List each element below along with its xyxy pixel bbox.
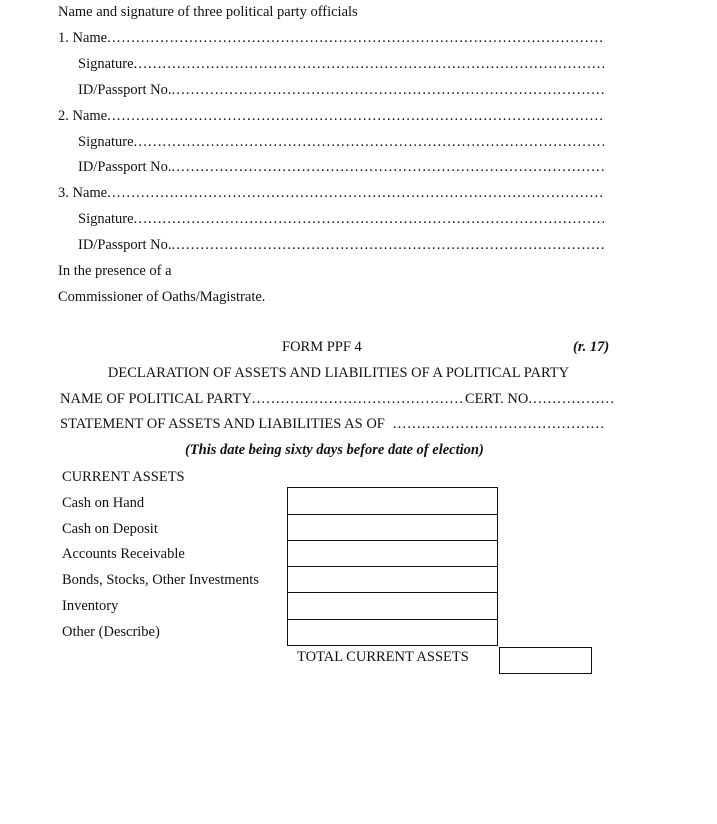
current-assets-heading: CURRENT ASSETS <box>62 469 185 485</box>
statement-label: STATEMENT OF ASSETS AND LIABILITIES AS OF <box>60 416 385 432</box>
asset-label-investments: Bonds, Stocks, Other Investments <box>62 572 259 588</box>
form-code: FORM PPF 4 <box>282 339 362 355</box>
total-current-assets-label: TOTAL CURRENT ASSETS <box>297 649 469 665</box>
asset-box-investments[interactable] <box>287 566 498 593</box>
official-3-id-label: ID/Passport No. <box>78 237 172 253</box>
official-3-id-field[interactable] <box>78 236 604 254</box>
asset-box-accounts-receivable[interactable] <box>287 540 498 567</box>
official-1-name-field[interactable] <box>58 29 604 47</box>
asset-label-cash-on-hand: Cash on Hand <box>62 495 145 511</box>
official-2-id-label: ID/Passport No. <box>78 159 172 175</box>
official-2-name-field[interactable] <box>58 107 604 125</box>
total-current-assets-box[interactable] <box>499 647 592 674</box>
cert-no-label: CERT. NO <box>465 391 529 407</box>
official-3-name-label: 3. Name <box>58 185 108 201</box>
asset-label-cash-on-deposit: Cash on Deposit <box>62 521 158 537</box>
presence-line-2: Commissioner of Oaths/Magistrate. <box>58 289 266 305</box>
official-2-name-label: 2. Name <box>58 108 108 124</box>
party-name-field[interactable] <box>60 390 465 408</box>
party-name-label: NAME OF POLITICAL PARTY <box>60 391 252 407</box>
form-title: DECLARATION OF ASSETS AND LIABILITIES OF A POLITICAL PARTY <box>107 365 570 381</box>
official-2-signature-label: Signature <box>78 134 134 150</box>
official-3-signature-label: Signature <box>78 211 134 227</box>
asset-label-other: Other (Describe) <box>62 624 160 640</box>
official-1-id-field[interactable] <box>78 81 604 99</box>
official-1-name-label: 1. Name <box>58 30 108 46</box>
official-3-signature-field[interactable] <box>78 210 604 228</box>
asset-box-cash-on-deposit[interactable] <box>287 514 498 541</box>
asset-label-inventory: Inventory <box>62 598 119 614</box>
official-2-signature-field[interactable] <box>78 133 604 151</box>
asset-box-inventory[interactable] <box>287 592 498 620</box>
statement-date-field[interactable] <box>60 415 605 433</box>
asset-box-other[interactable] <box>287 619 498 646</box>
asset-label-accounts-receivable: Accounts Receivable <box>62 546 185 562</box>
presence-line-1: In the presence of a <box>58 263 172 279</box>
official-2-id-field[interactable] <box>78 158 604 176</box>
official-1-signature-label: Signature <box>78 56 134 72</box>
cert-no-field[interactable] <box>465 390 615 408</box>
official-3-name-field[interactable] <box>58 184 604 202</box>
date-note: (This date being sixty days before date of election) <box>185 442 484 458</box>
officials-heading: Name and signature of three political party officials <box>58 4 358 20</box>
asset-box-cash-on-hand[interactable] <box>287 487 498 515</box>
official-1-id-label: ID/Passport No. <box>78 82 172 98</box>
form-rule: (r. 17) <box>573 339 610 355</box>
official-1-signature-field[interactable] <box>78 55 604 73</box>
